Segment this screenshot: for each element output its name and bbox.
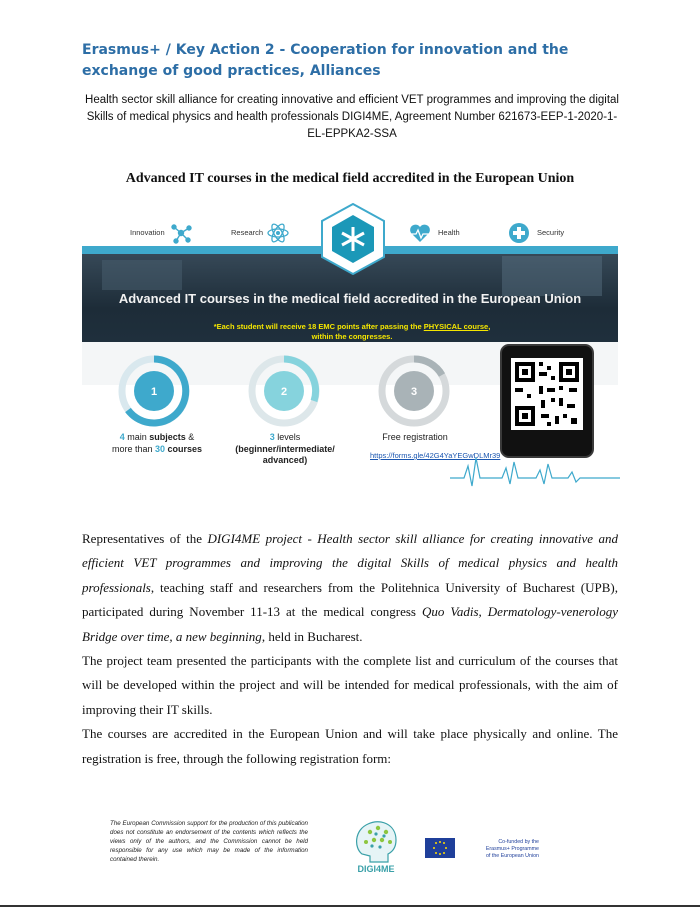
innovation-label: Innovation [130, 228, 165, 237]
step-1-text: 4 main subjects & more than 30 courses [111, 432, 203, 454]
network-icon [170, 222, 192, 244]
step-3-number: 3 [410, 386, 418, 398]
qr-code [511, 358, 583, 430]
step-1-number: 1 [150, 386, 158, 398]
document-heading: Erasmus+ / Key Action 2 - Cooperation for innovation and the exchange of good practices, Alliances [82, 42, 569, 79]
tablet-qr-image [500, 344, 594, 458]
research-label: Research [231, 228, 264, 237]
qr-code-icon [511, 358, 583, 430]
eu-stars-icon [425, 838, 455, 858]
step-3-circle [378, 355, 450, 427]
page-bottom-rule [0, 905, 700, 907]
project-subtitle: Health sector skill alliance for creating innovative and efficient VET programmes and improving the digital Skills of medical physics and health professionals DIGI4ME, Agreement Number 621673-EEP-1-2020-1-EL-EPPKA2-SSA [85, 94, 619, 140]
step-3-text: Free registration [382, 432, 448, 442]
step-2-number: 2 [280, 386, 288, 398]
security-label: Security [537, 228, 565, 237]
medical-cross-icon [508, 222, 530, 244]
step-1-circle [118, 355, 190, 427]
registration-link[interactable]: https://forms.gle/42G4YaYEGwDLMr39 [370, 451, 501, 460]
paragraph-2: The project team presented the participants with the complete list and curriculum of the courses that will be developed within the project and will be intended for medical professionals, with the aim of improving their IT skills. [82, 653, 618, 717]
paragraph-3: The courses are accredited in the European Union and will take place physically and online. The registration is free, through the following registration form: [82, 726, 618, 766]
physical-course-link[interactable]: PHYSICAL course [423, 322, 489, 331]
atom-icon [266, 221, 290, 245]
ecg-line-decoration [450, 448, 620, 494]
health-label: Health [438, 228, 460, 237]
step-2-circle [248, 355, 320, 427]
content-title: Advanced IT courses in the medical field accredited in the European Union [125, 171, 575, 186]
banner-title: Advanced IT courses in the medical field accredited in the European Union [118, 291, 582, 306]
eu-cofunded-text: Co-funded by the Erasmus+ Programme of the European Union [485, 839, 539, 859]
article-body [82, 527, 618, 771]
eu-flag-icon [425, 838, 455, 858]
hexagon-medical-icon [320, 203, 386, 275]
step-2-text: 3 levels (beginner/intermediate/ advanced) [235, 432, 335, 465]
paragraph-1: Representatives of the DIGI4ME project - Health sector skill alliance for creating innovative and efficient VET programmes and improving the digital Skills of medical physics and health professionals, teaching staff and researchers from the Politehnica University of Bucharest (UPB), participated during November 11-13 at the medical congress Quo Vadis, Dermatology-venerology Bridge over time, a new beginning, held in Bucharest. [82, 531, 618, 644]
banner-note: *Each student will receive 18 EMC points after passing the PHYSICAL course, within the congresses. [213, 322, 491, 341]
eu-disclaimer: The European Commission support for the production of this publication does not constitute an endorsement of the contents which reflects the views only of the authors, and the Commission cannot be held responsible for any use which may be made of the information contained therein. [110, 820, 308, 863]
heartbeat-icon [408, 222, 432, 244]
digi4me-logo-text: DIGI4ME [357, 864, 395, 874]
